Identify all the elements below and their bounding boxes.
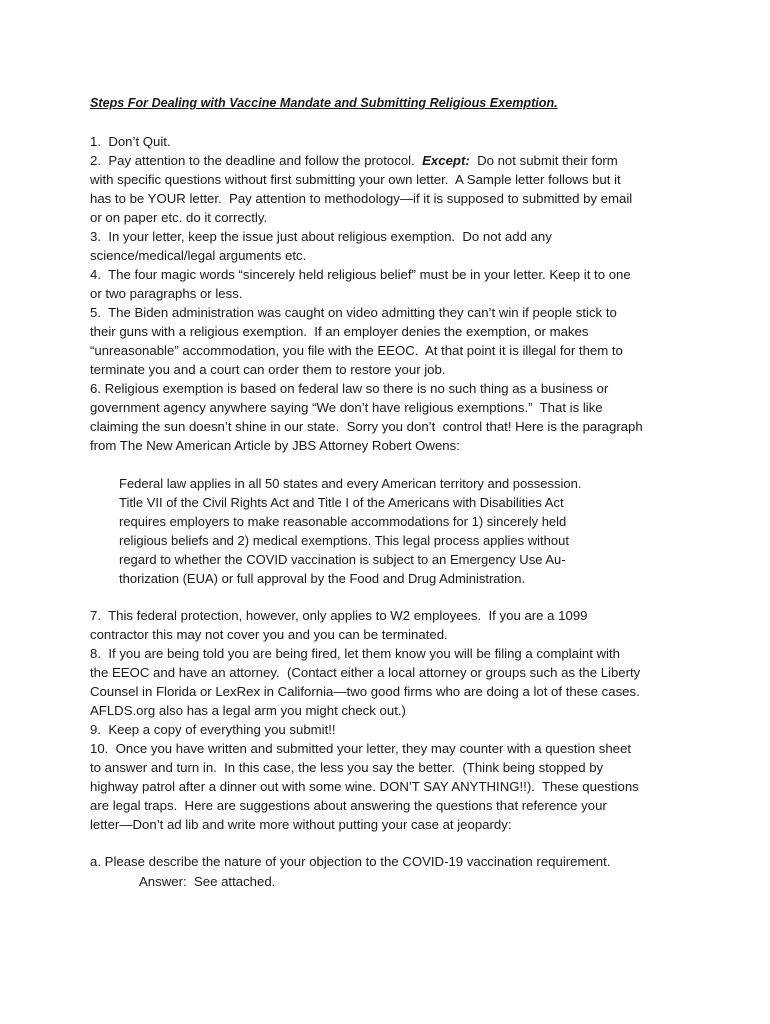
paragraph-line: to answer and turn in. In this case, the less you say the better. (Think being stopped by bbox=[90, 760, 604, 775]
paragraph-line: from The New American Article by JBS Attorney Robert Owens: bbox=[90, 438, 460, 453]
paragraph-line: “unreasonable” accommodation, you file with the EEOC. At that point it is illegal for them to bbox=[90, 343, 623, 358]
paragraph-line: their guns with a religious exemption. If an employer denies the exemption, or makes bbox=[90, 324, 589, 339]
paragraph-line: 5. The Biden administration was caught on video admitting they can’t win if people stick to bbox=[90, 305, 617, 320]
paragraph-line: 7. This federal protection, however, only applies to W2 employees. If you are a 1099 bbox=[90, 608, 588, 623]
quote-line: requires employers to make reasonable accommodations for 1) sincerely held bbox=[119, 514, 567, 529]
quote-line: Title VII of the Civil Rights Act and Title I of the Americans with Disabilities Act bbox=[119, 495, 564, 510]
paragraph-line: AFLDS.org also has a legal arm you might check out.) bbox=[90, 703, 406, 718]
document-title: Steps For Dealing with Vaccine Mandate and Submitting Religious Exemption. bbox=[90, 96, 558, 110]
paragraph-line: are legal traps. Here are suggestions about answering the questions that reference your bbox=[90, 798, 607, 813]
paragraph-line: highway patrol after a dinner out with some wine. DON’T SAY ANYTHING!!). These questions bbox=[90, 779, 639, 794]
paragraph-text: 2. Pay attention to the deadline and follow the protocol. bbox=[90, 153, 415, 168]
paragraph-line: or on paper etc. do it correctly. bbox=[90, 210, 268, 225]
paragraph-line: 8. If you are being told you are being fired, let them know you will be filing a complaint with bbox=[90, 646, 620, 661]
paragraph-line: 9. Keep a copy of everything you submit!! bbox=[90, 722, 336, 737]
paragraph-line: claiming the sun doesn’t shine in our state. Sorry you don’t control that! Here is the paragraph bbox=[90, 419, 643, 434]
paragraph-line: terminate you and a court can order them to restore your job. bbox=[90, 362, 446, 377]
answer-text: Answer: See attached. bbox=[139, 874, 276, 889]
paragraph-line: or two paragraphs or less. bbox=[90, 286, 243, 301]
paragraph-line: 6. Religious exemption is based on federal law so there is no such thing as a business or bbox=[90, 381, 609, 396]
paragraph-line: with specific questions without first submitting your own letter. A Sample letter follows but it bbox=[90, 172, 621, 187]
paragraph-line: government agency anywhere saying “We don’t have religious exemptions.” That is like bbox=[90, 400, 603, 415]
question-text: a. Please describe the nature of your objection to the COVID-19 vaccination requirement. bbox=[90, 854, 611, 869]
quote-line: thorization (EUA) or full approval by the Food and Drug Administration. bbox=[119, 571, 526, 586]
paragraph-line: 10. Once you have written and submitted your letter, they may counter with a question sheet bbox=[90, 741, 631, 756]
emphasis-text: Except: bbox=[422, 153, 470, 168]
paragraph-line: 3. In your letter, keep the issue just about religious exemption. Do not add any bbox=[90, 229, 552, 244]
paragraph-line: letter—Don’t ad lib and write more without putting your case at jeopardy: bbox=[90, 817, 512, 832]
paragraph-line: 1. Don’t Quit. bbox=[90, 134, 171, 149]
quote-line: Federal law applies in all 50 states and every American territory and possession. bbox=[119, 476, 582, 491]
quote-line: religious beliefs and 2) medical exemptions. This legal process applies without bbox=[119, 533, 569, 548]
paragraph-text: Do not submit their form bbox=[469, 153, 618, 168]
paragraph-line: 4. The four magic words “sincerely held religious belief” must be in your letter. Keep it to one bbox=[90, 267, 631, 282]
quote-line: regard to whether the COVID vaccination is subject to an Emergency Use Au- bbox=[119, 552, 566, 567]
paragraph-line: the EEOC and have an attorney. (Contact either a local attorney or groups such as the Liberty bbox=[90, 665, 641, 680]
paragraph-line bbox=[90, 151, 618, 170]
paragraph-line: Counsel in Florida or LexRex in California—two good firms who are doing a lot of these cases. bbox=[90, 684, 640, 699]
paragraph-line: science/medical/legal arguments etc. bbox=[90, 248, 307, 263]
paragraph-line: contractor this may not cover you and you can be terminated. bbox=[90, 627, 448, 642]
paragraph-line: has to be YOUR letter. Pay attention to methodology—if it is supposed to submitted by email bbox=[90, 191, 633, 206]
